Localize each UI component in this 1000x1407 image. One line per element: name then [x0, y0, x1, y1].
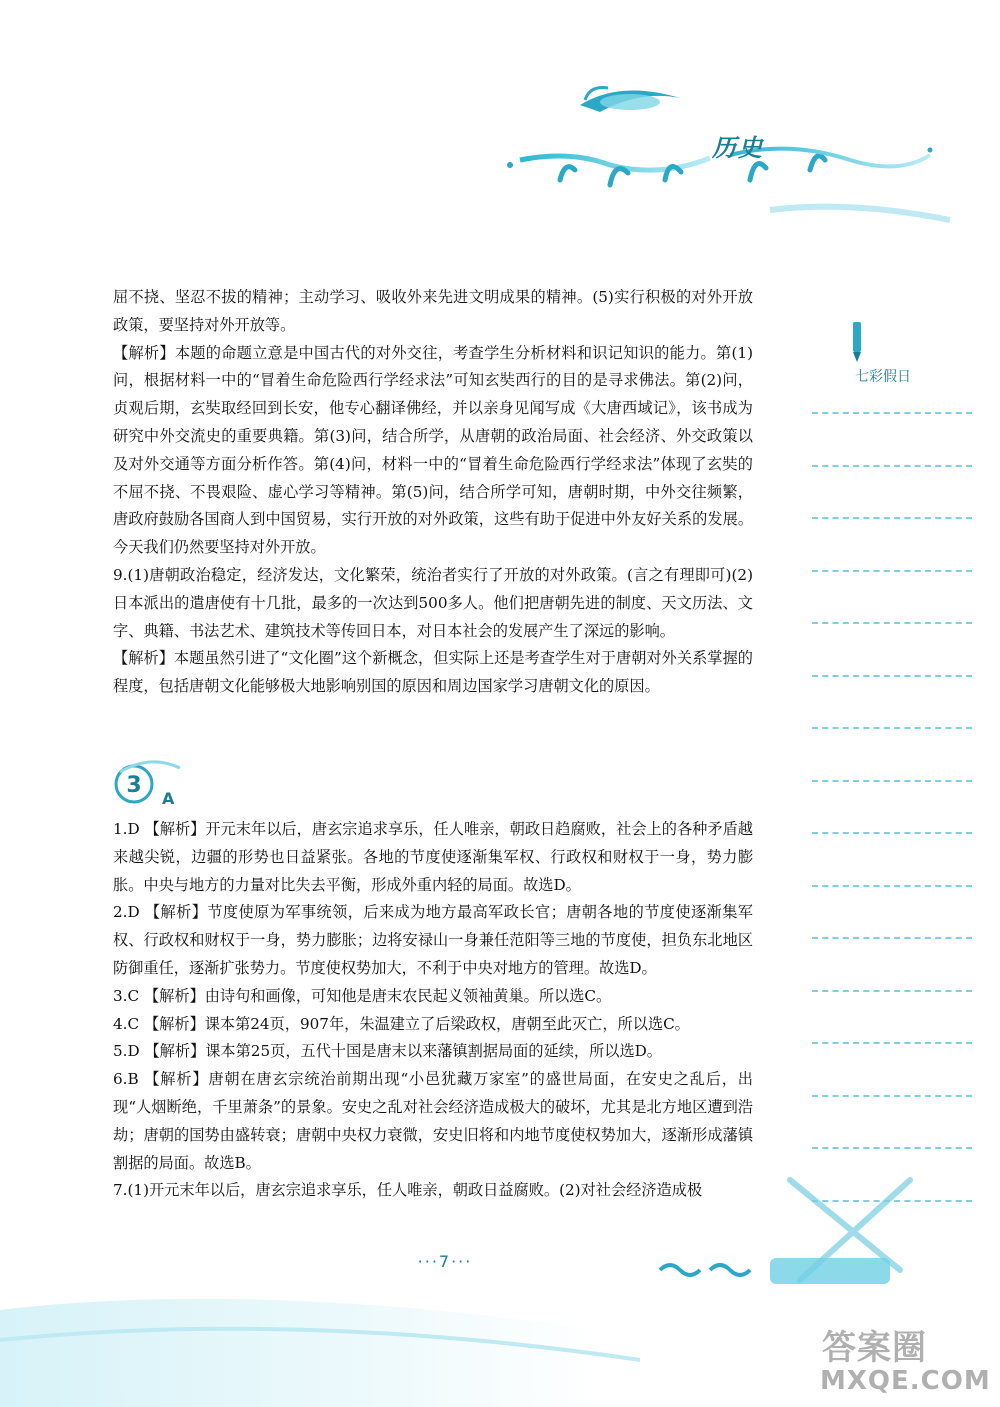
answers-list [113, 816, 753, 1205]
note-line [812, 622, 972, 624]
watermark-logo: 答案圈 [822, 1328, 927, 1368]
paragraph: 9.(1)唐朝政治稳定，经济发达，文化繁荣，统治者实行了开放的对外政策。(言之有理即可)(2)日本派出的遣唐使有十几批，最多的一次达到500多人。他们把唐朝先进的制度、天文历法、文字、典籍、书法艺术、建筑技术等传回日本，对日本社会的发展产生了深远的影响。 [113, 565, 753, 640]
section-badge [110, 758, 190, 808]
notes-title: 七彩假日 [855, 369, 911, 385]
note-line [812, 727, 972, 729]
answer-item: 2.D 【解析】节度使原为军事统领，后来成为地方最高军政长官；唐朝各地的节度使逐渐集军权、行政权和财权于一身，势力膨胀；边将安禄山一身兼任范阳等三地的节度使，担负东北地区防御重任，逐渐扩张势力。节度使权势加大，不利于中央对地方的管理。故选D。 [113, 903, 753, 977]
note-line [812, 780, 972, 782]
answer-item: 1.D 【解析】开元末年以后，唐玄宗追求享乐，任人唯亲，朝政日趋腐败，社会上的各种矛盾越来越尖锐，边疆的形势也日益紧张。各地的节度使逐渐集军权、行政权和财权于一身，势力膨胀。中央与地方的力量对比失去平衡，形成外重内轻的局面。故选D。 [113, 820, 753, 894]
note-line [812, 675, 972, 677]
note-line [812, 1147, 972, 1149]
note-line [812, 832, 972, 834]
answer-item: 3.C 【解析】由诗句和画像，可知他是唐末农民起义领袖黄巢。所以选C。 [113, 986, 612, 1005]
watermark-url: MXQE.COM [820, 1366, 991, 1396]
answer-item: 5.D 【解析】课本第25页，五代十国是唐末以来藩镇割据局面的延续，所以选D。 [113, 1042, 662, 1061]
paragraph: 屈不挠、坚忍不拔的精神；主动学习、吸收外来先进文明成果的精神。(5)实行积极的对外开放政策，要坚持对外开放等。 [113, 288, 753, 334]
subject-label: 历史 [712, 133, 764, 162]
note-line [812, 1042, 972, 1044]
pen-icon [846, 320, 870, 364]
paragraph: 【解析】本题的命题立意是中国古代的对外交往，考查学生分析材料和识记知识的能力。第(1)问，根据材料一中的“冒着生命危险西行学经求法”可知玄奘西行的目的是寻求佛法。第(2)问，贞观后期，玄奘取经回到长安，他专心翻译佛经，并以亲身见闻写成《大唐西域记》，该书成为研究中外交流史的重要典籍。第(3)问，结合所学，从唐朝的政治局面、社会经济、外交政策以及对外交通等方面分析作答。第(4)问，材料一中的“冒着生命危险西行学经求法”体现了玄奘的不屈不挠、不畏艰险、虚心学习等精神。第(5)问，结合所学可知，唐朝时期，中外交往频繁，唐政府鼓励各国商人到中国贸易，实行开放的对外政策，这些有助于促进中外友好关系的发展。今天我们仍然要坚持对外开放。 [113, 343, 753, 557]
note-line [812, 570, 972, 572]
main-content [113, 284, 753, 701]
badge-number: 3 [126, 773, 142, 798]
note-line [812, 465, 972, 467]
note-line [812, 1200, 972, 1202]
note-line [812, 990, 972, 992]
note-line [812, 1095, 972, 1097]
note-line [812, 885, 972, 887]
note-line [812, 412, 972, 414]
answer-item: 7.(1)开元末年以后，唐玄宗追求享乐，任人唯亲，朝政日益腐败。(2)对社会经济造成极 [113, 1181, 703, 1200]
answer-item: 4.C 【解析】课本第24页，907年，朱温建立了后梁政权，唐朝至此灭亡，所以选C。 [113, 1014, 690, 1033]
badge-letter: A [162, 789, 175, 808]
page-number: ···7··· [417, 1252, 473, 1271]
answer-item: 6.B 【解析】唐朝在唐玄宗统治前期出现“小邑犹藏万家室”的盛世局面，在安史之乱后，出现“人烟断绝，千里萧条”的景象。安史之乱对社会经济造成极大的破坏，尤其是北方地区遭到浩劫；唐朝的国势由盛转衰；唐朝中央权力衰微，安史旧将和内地节度使权势加大，逐渐形成藩镇割据的局面。故选B。 [113, 1070, 753, 1172]
note-line [812, 937, 972, 939]
note-line [812, 517, 972, 519]
paragraph: 【解析】本题虽然引进了“文化圈”这个新概念，但实际上还是考查学生对于唐朝对外关系掌握的程度，包括唐朝文化能够极大地影响别国的原因和周边国家学习唐朝文化的原因。 [113, 649, 753, 696]
footer-windmill-decoration [640, 1160, 1000, 1400]
